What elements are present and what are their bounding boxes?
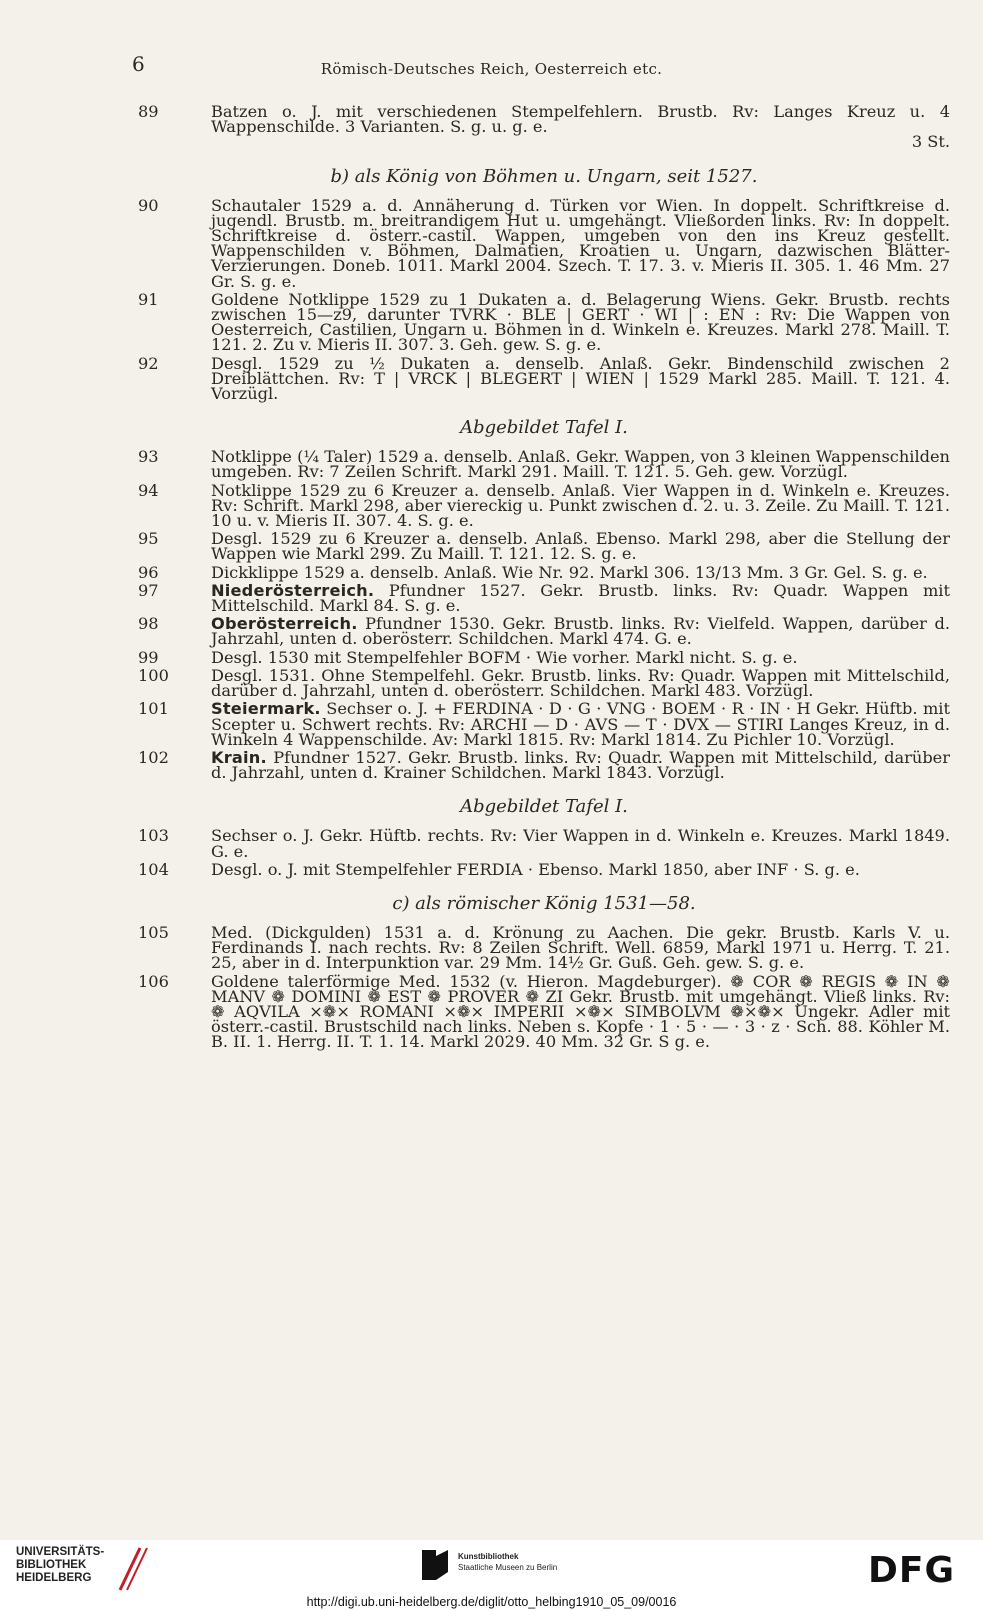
digitization-footer — [0, 1540, 983, 1611]
page-number: 6 — [132, 52, 145, 76]
entry-text: Goldene Notklippe 1529 zu 1 Dukaten a. d. Belagerung Wiens. Gekr. Brustb. rechts zwischen 15—z9, darunter TVRK · BLE | GERT · WI | : EN : Rv: Die Wappen von Oesterreich, Castilien, Ungarn u. Böhmen in d. Winkeln e. Kreuzes. Markl 278. Maill. T. 121. 2. Zu v. Mieris II. 307. 3. Geh. gew. S. g. e. — [211, 289, 950, 355]
entry-text: Med. (Dickgulden) 1531 a. d. Krönung zu Aachen. Die gekr. Brustb. Karls V. u. Ferdinands I. nach rechts. Rv: 8 Zeilen Schrift. Well. 6859, Markl 1971 u. Herrg. T. 21. 25, aber in d. Interpunktion var. 29 Mm. 14½ Gr. Guß. Geh. gew. S. g. e. — [211, 922, 950, 973]
entry-89 — [138, 104, 950, 150]
entry-105 — [138, 922, 950, 973]
entry-text: Dickklippe 1529 a. denselb. Anlaß. Wie Nr. 92. Markl 306. 13/13 Mm. 3 Gr. Gel. S. g. e. — [211, 562, 928, 582]
entry-text: Batzen o. J. mit verschiedenen Stempelfehlern. Brustb. Rv: Langes Kreuz u. 4 Wappenschilde. 3 Varianten. S. g. u. g. e. — [211, 102, 950, 137]
entry-101 — [138, 701, 950, 747]
entry-95 — [138, 529, 950, 564]
entry-number: 104 — [138, 859, 169, 879]
kb-title: Kunstbibliothek — [458, 1552, 519, 1561]
entry-body: Pfundner 1530. Gekr. Brustb. links. Rv: Vielfeld. Wappen, darüber d. Jahrzahl, unten d. oberösterr. Schildchen. Markl 474. G. e. — [211, 614, 950, 649]
kunstbibliothek-logo[interactable] — [420, 1548, 600, 1588]
entry-text: Desgl. 1529 zu 6 Kreuzer a. denselb. Anlaß. Ebenso. Markl 298, aber die Stellung der Wappen wie Markl 299. Zu Maill. T. 121. 12. S. g. e. — [211, 529, 950, 564]
entry-92 — [138, 353, 950, 404]
entry-106 — [138, 971, 950, 1052]
entry-97 — [138, 580, 950, 616]
plate-note: Abgebildet Tafel I. — [460, 796, 628, 818]
entry-number: 97 — [138, 580, 159, 600]
ub-logo-text: UNIVERSITÄTS- BIBLIOTHEK HEIDELBERG — [16, 1546, 105, 1584]
dfg-logo[interactable]: DFG — [868, 1550, 956, 1591]
entry-94 — [138, 480, 950, 531]
entry-103 — [138, 826, 950, 861]
entry-102 — [138, 747, 950, 783]
permalink-url[interactable]: http://digi.ub.uni-heidelberg.de/diglit/otto_helbing1910_05_09/0016 — [306, 1595, 677, 1609]
entry-text: Notklippe 1529 zu 6 Kreuzer a. denselb. Anlaß. Vier Wappen in d. Winkeln e. Kreuzes. Rv: Schrift. Markl 298, aber viereckig u. Punkt zwischen d. 2. u. 3. Zeile. Zu Maill. T. 121. 10 u. v. Mieris II. 307. 4. S. g. e. — [211, 480, 950, 531]
entry-number: 95 — [138, 529, 159, 549]
entry-body: Pfundner 1527. Gekr. Brustb. links. Rv: Quadr. Wappen mit Mittelschild. Markl 84. S. g. e. — [211, 580, 950, 616]
entry-number: 100 — [138, 665, 169, 685]
entry-number: 92 — [138, 353, 159, 373]
entry-91 — [138, 289, 950, 355]
entry-number: 106 — [138, 971, 169, 991]
entry-99 — [138, 647, 950, 667]
entry-body: Sechser o. J. + FERDINA · D · G · VNG · BOEM · R · IN · H Gekr. Hüftb. mit Scepter u. Schwert rechts. Rv: ARCHI — D · AVS — T · DVX — STIRI Langes Kreuz, in d. Winkeln 4 Wappenschilde. Av: Markl 1815. Rv: Markl 1814. Zu Pichler 10. Vorzügl. — [211, 699, 950, 749]
entry-text: Desgl. 1531. Ohne Stempelfehl. Gekr. Brustb. links. Rv: Quadr. Wappen mit Mittelschild, darüber d. Jahrzahl, unten d. oberösterr. Schildchen. Markl 483. Vorzügl. — [211, 665, 950, 701]
ub-heidelberg-logo[interactable] — [16, 1546, 156, 1594]
section-heading-b: b) als König von Böhmen u. Ungarn, seit 1527. — [330, 165, 758, 187]
entry-text — [211, 614, 950, 649]
entry-text: Schautaler 1529 a. d. Annäherung d. Türken vor Wien. In doppelt. Schriftkreise d. jugendl. Brustb. m. breitrandigem Hut u. umgehängt. Vließorden links. Rv: In doppelt. Schriftkreise d. österr.-castil. Wappen, umgeben von den ins Kreuz gestellt. Wappenschilden v. Böhmen, Dalmatien, Kroatien u. Ungarn, dazwischen Blätter-Verzierungen. Doneb. 1011. Markl 2004. Szech. T. 17. 3. v. Mieris II. 305. 1. 46 Mm. 27 Gr. S. g. e. — [211, 195, 950, 291]
entry-number: 105 — [138, 922, 169, 942]
region-name: Oberösterreich. — [211, 614, 358, 634]
entry-number: 89 — [138, 102, 159, 121]
running-title: Römisch-Deutsches Reich, Oesterreich etc. — [320, 60, 663, 78]
entry-number: 90 — [138, 195, 159, 215]
entry-number: 99 — [138, 647, 159, 667]
region-name: Krain. — [211, 747, 267, 767]
entry-number: 96 — [138, 562, 159, 582]
entry-text — [211, 580, 950, 616]
entry-text: Desgl. o. J. mit Stempelfehler FERDIA · Ebenso. Markl 1850, aber INF · S. g. e. — [211, 859, 860, 879]
entry-count: 3 St. — [911, 132, 950, 152]
entry-100 — [138, 665, 950, 701]
entry-98 — [138, 614, 950, 649]
section-heading-c: c) als römischer König 1531—58. — [392, 892, 696, 914]
entry-text: Notklippe (¼ Taler) 1529 a. denselb. Anlaß. Gekr. Wappen, von 3 kleinen Wappenschilden umgeben. Rv: 7 Zeilen Schrift. Markl 291. Maill. T. 121. 5. Geh. gew. Vorzügl. — [211, 447, 950, 482]
entry-body: Pfundner 1527. Gekr. Brustb. links. Rv: Quadr. Wappen mit Mittelschild, darüber d. Jahrzahl, unten d. Krainer Schildchen. Markl 1843. Vorzügl. — [211, 747, 950, 783]
entry-104 — [138, 859, 950, 879]
entry-number: 98 — [138, 614, 159, 634]
entry-text — [211, 701, 950, 747]
entry-number: 91 — [138, 289, 159, 309]
entry-number: 103 — [138, 826, 169, 846]
entry-96 — [138, 562, 950, 582]
kunstbibliothek-icon — [420, 1548, 450, 1582]
entry-number: 101 — [138, 699, 169, 719]
entry-number: 94 — [138, 480, 159, 500]
region-name: Niederösterreich. — [211, 580, 375, 600]
entry-text — [211, 747, 950, 783]
entry-text: Desgl. 1529 zu ½ Dukaten a. denselb. Anlaß. Gekr. Bindenschild zwischen 2 Dreiblättchen. Rv: T | VRCK | BLEGERT | WIEN | 1529 Markl 285. Maill. T. 121. 4. Vorzügl. — [211, 353, 950, 404]
entry-text: Goldene talerförmige Med. 1532 (v. Hieron. Magdeburger). ❁ COR ❁ REGIS ❁ IN ❁ MANV ❁ DOMINI ❁ EST ❁ PROVER ❁ ZI Gekr. Brustb. mit umgehängt. Vließ links. Rv: ❁ AQVILA ×❁× ROMANI ×❁× IMPERII ×❁× SIMBOLVM ❁×❁× Ungekr. Adler mit österr.-castil. Brustschild nach links. Neben s. Kopfe · 1 · 5 · — · 3 · z · Sch. 88. Köhler M. B. II. 1. Herrg. II. T. 1. 14. Markl 2029. 40 Mm. 32 Gr. S g. e. — [211, 971, 950, 1052]
region-name: Steiermark. — [211, 699, 321, 719]
ub-slash-icon — [114, 1546, 148, 1592]
catalog-entries — [138, 104, 950, 1053]
entry-text: Sechser o. J. Gekr. Hüftb. rechts. Rv: Vier Wappen in d. Winkeln e. Kreuzes. Markl 1849. G. e. — [211, 826, 950, 861]
entry-text: Desgl. 1530 mit Stempelfehler BOFM · Wie vorher. Markl nicht. S. g. e. — [211, 647, 798, 667]
entry-93 — [138, 447, 950, 482]
entry-90 — [138, 195, 950, 291]
plate-note: Abgebildet Tafel I. — [460, 417, 628, 439]
kb-subtitle: Staatliche Museen zu Berlin — [458, 1563, 558, 1572]
entry-number: 102 — [138, 747, 169, 767]
entry-number: 93 — [138, 447, 159, 467]
